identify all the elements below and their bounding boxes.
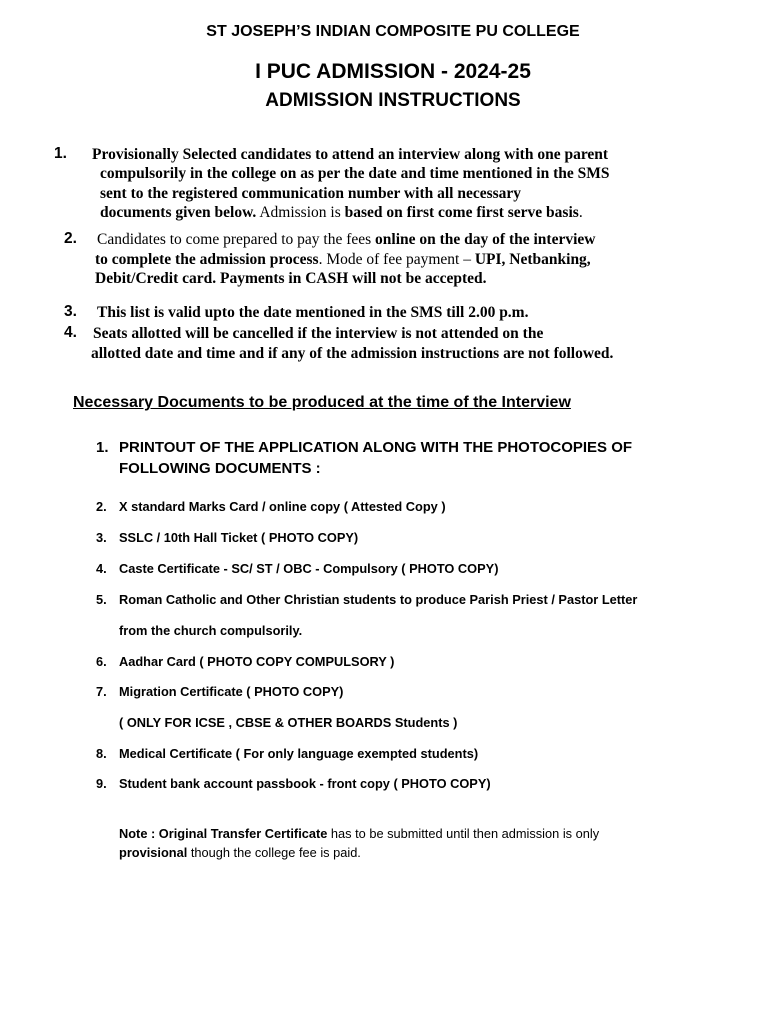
text-regular: has to be submitted until then admission is only: [327, 826, 600, 841]
instruction-line: This list is valid upto the date mentioned in the SMS till 2.00 p.m.: [97, 304, 529, 321]
document-text: Medical Certificate ( For only language exempted students): [119, 746, 479, 761]
instruction-number: 4.: [64, 324, 77, 341]
text-bold: UPI, Netbanking,: [474, 251, 591, 268]
instruction-number: 2.: [64, 230, 77, 247]
instruction-line: Debit/Credit card. Payments in CASH will not be accepted.: [95, 270, 487, 287]
instruction-line: sent to the registered communication number with all necessary: [100, 185, 522, 202]
documents-heading: Necessary Documents to be produced at the time of the Interview: [73, 394, 571, 411]
document-text: Caste Certificate - SC/ ST / OBC - Compulsory ( PHOTO COPY): [119, 561, 499, 576]
document-number: 1.: [96, 439, 109, 456]
text-regular: . Mode of fee payment –: [318, 251, 475, 268]
text-regular: Admission is: [256, 204, 345, 221]
instruction-line: allotted date and time and if any of the admission instructions are not followed.: [91, 345, 614, 362]
instruction-line: [95, 250, 591, 270]
document-text: from the church compulsorily.: [119, 623, 303, 638]
document-number: 4.: [96, 561, 107, 576]
instruction-line: compulsorily in the college on as per the date and time mentioned in the SMS: [100, 165, 610, 182]
text-bold: provisional: [119, 845, 188, 860]
document-number: 9.: [96, 776, 107, 791]
text-bold: based on first come first serve basis: [344, 204, 579, 221]
document-number: 3.: [96, 530, 107, 545]
instruction-number: 1.: [54, 145, 67, 162]
text-bold: online on the day of the interview: [375, 231, 596, 248]
instruction-line: [100, 203, 583, 223]
document-text: PRINTOUT OF THE APPLICATION ALONG WITH THE PHOTOCOPIES OF: [119, 439, 633, 456]
document-number: 8.: [96, 746, 107, 761]
document-text: Migration Certificate ( PHOTO COPY): [119, 684, 344, 699]
instruction-line: [97, 230, 595, 250]
document-text: ( ONLY FOR ICSE , CBSE & OTHER BOARDS Students ): [119, 715, 458, 730]
instruction-number: 3.: [64, 303, 77, 320]
text-regular: .: [578, 204, 583, 221]
document-number: 7.: [96, 684, 107, 699]
document-number: 5.: [96, 592, 107, 607]
instruction-line: Provisionally Selected candidates to attend an interview along with one parent: [92, 146, 609, 163]
note-line: [119, 824, 599, 843]
text-bold: documents given below.: [100, 204, 257, 221]
instructions-title: ADMISSION INSTRUCTIONS: [265, 90, 521, 111]
text-regular: though the college fee is paid.: [187, 845, 361, 860]
document-text: SSLC / 10th Hall Ticket ( PHOTO COPY): [119, 530, 359, 545]
document-text: FOLLOWING DOCUMENTS :: [119, 460, 321, 477]
instruction-line: Seats allotted will be cancelled if the interview is not attended on the: [93, 325, 544, 342]
note-line: [119, 843, 361, 862]
document-number: 2.: [96, 499, 107, 514]
document-number: 6.: [96, 654, 107, 669]
document-text: Student bank account passbook - front copy ( PHOTO COPY): [119, 776, 491, 791]
document-text: Aadhar Card ( PHOTO COPY COMPULSORY ): [119, 654, 395, 669]
document-text: Roman Catholic and Other Christian students to produce Parish Priest / Pastor Letter: [119, 592, 638, 607]
text-regular: Candidates to come prepared to pay the fees: [97, 231, 376, 248]
text-bold: to complete the admission process: [95, 251, 319, 268]
admission-title: I PUC ADMISSION - 2024-25: [255, 60, 531, 83]
text-bold: Note : Original Transfer Certificate: [119, 826, 328, 841]
document-text: X standard Marks Card / online copy ( Attested Copy ): [119, 499, 446, 514]
college-name: ST JOSEPH’S INDIAN COMPOSITE PU COLLEGE: [206, 23, 580, 40]
